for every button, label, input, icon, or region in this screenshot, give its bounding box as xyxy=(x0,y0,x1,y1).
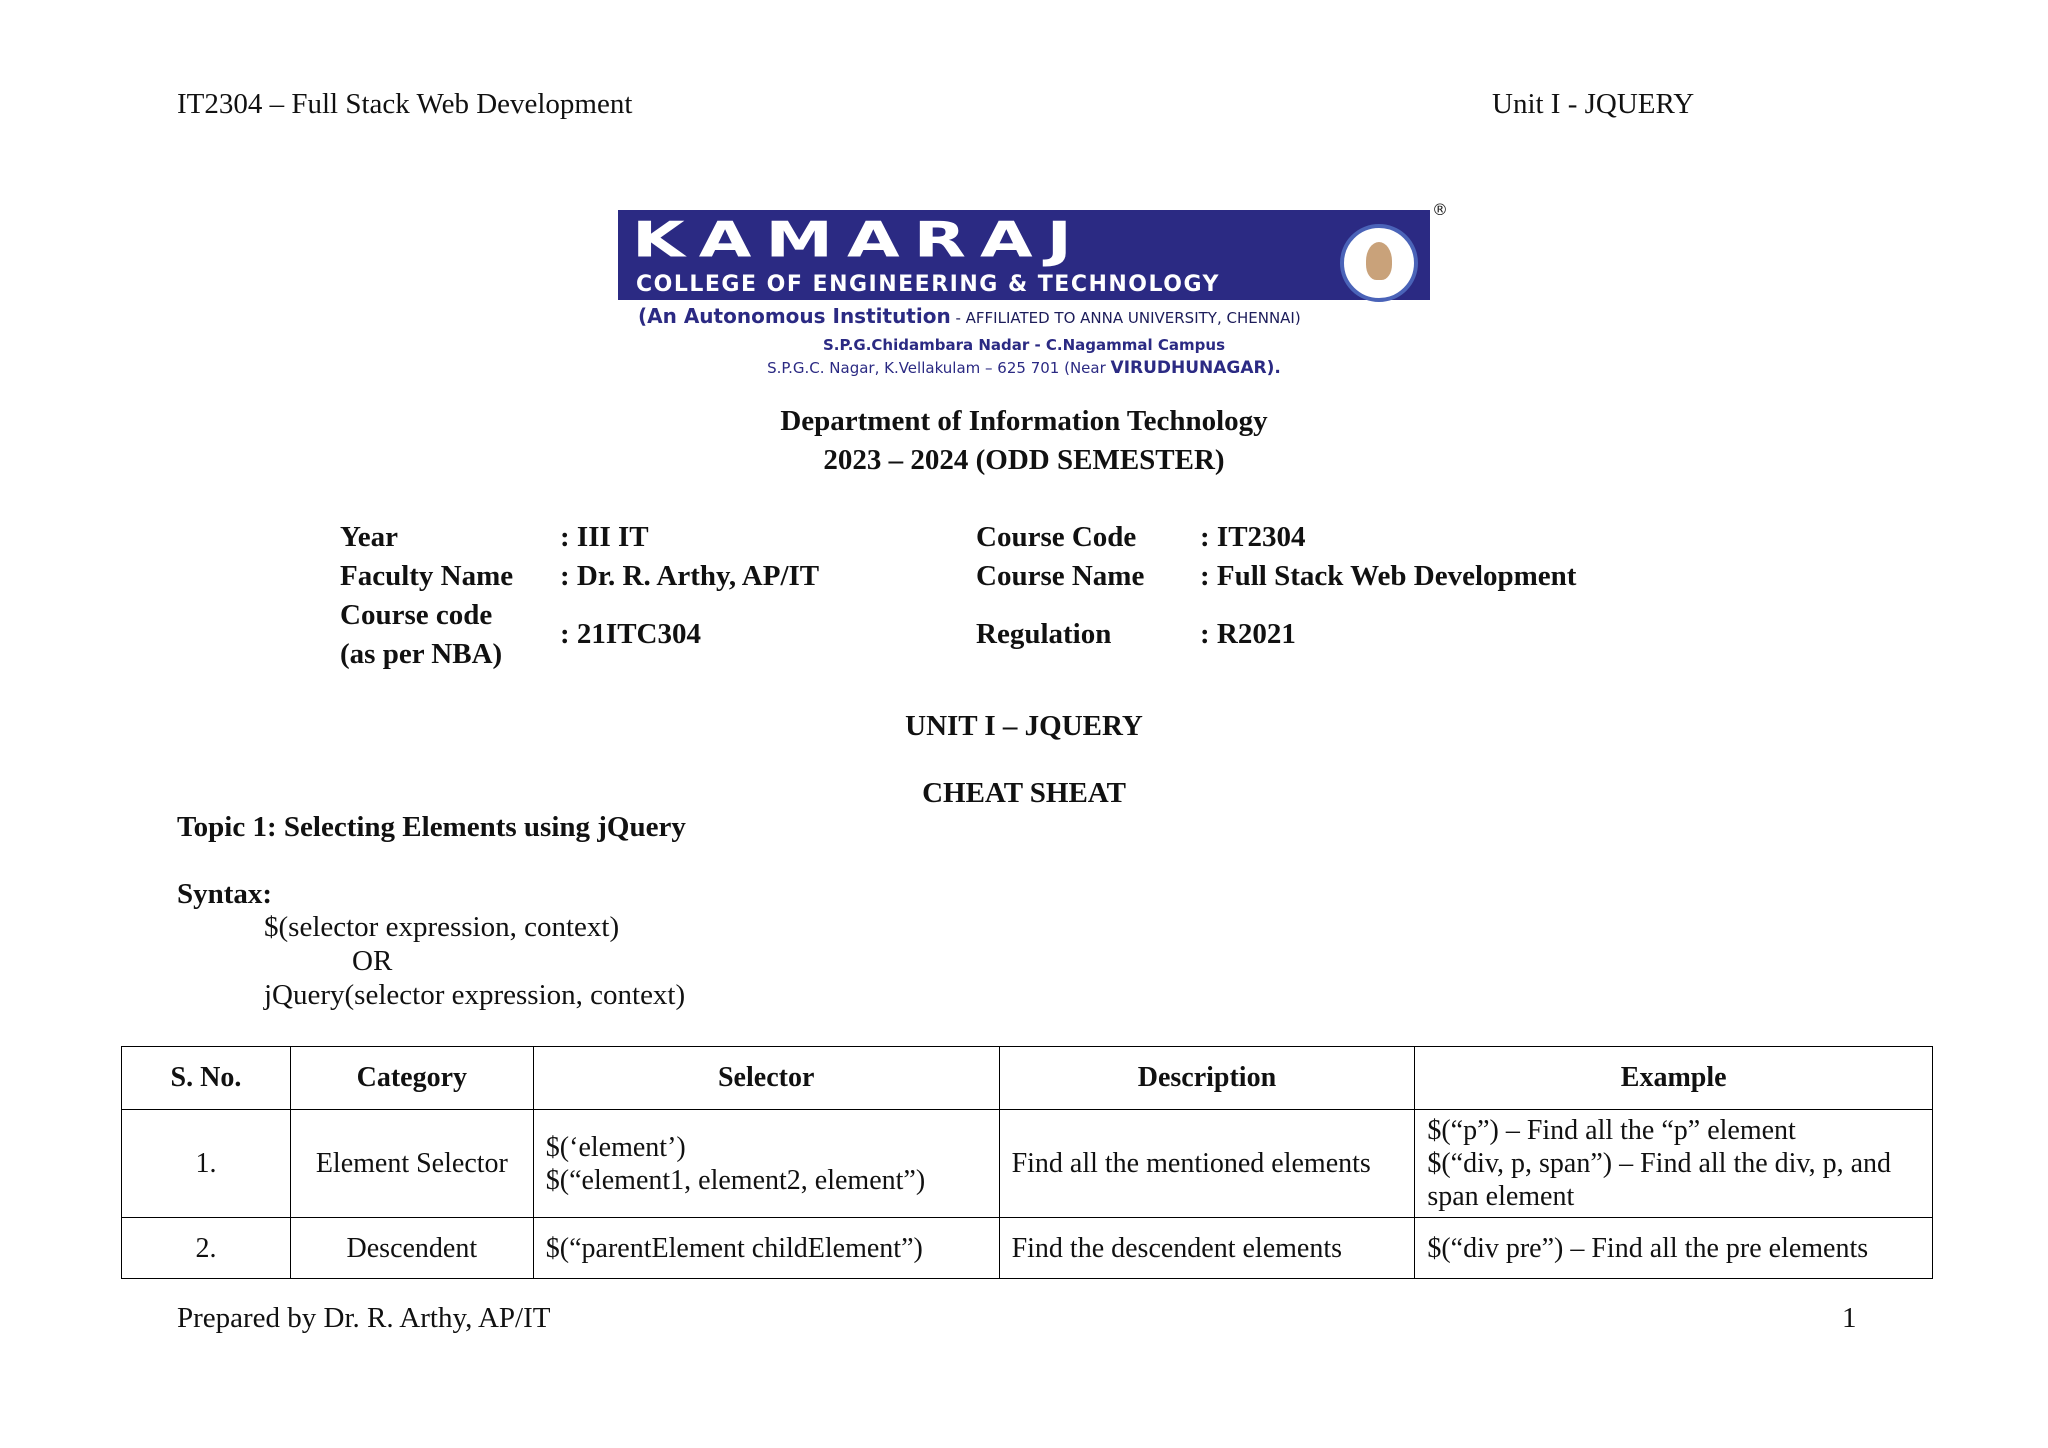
cell-example xyxy=(1415,1218,1933,1279)
course-name-label: Course Name xyxy=(976,560,1145,592)
topic-heading: Topic 1: Selecting Elements using jQuery xyxy=(177,811,686,843)
nba-value: : 21ITC304 xyxy=(560,618,701,650)
regulation-value: : R2021 xyxy=(1200,618,1296,650)
cheat-sheet-title: CHEAT SHEAT xyxy=(922,777,1126,809)
cell-selector xyxy=(533,1218,999,1279)
year-label: Year xyxy=(340,521,398,553)
college-seal-icon xyxy=(1340,224,1418,302)
header-sno: S. No. xyxy=(122,1047,291,1110)
cell-sno: 2. xyxy=(122,1218,291,1279)
logo-band xyxy=(618,210,1430,300)
header-unit-title: Unit I - JQUERY xyxy=(1492,88,1695,120)
header-selector: Selector xyxy=(533,1047,999,1110)
cell-description: Find all the mentioned elements xyxy=(999,1110,1415,1218)
header-description: Description xyxy=(999,1047,1415,1110)
table-header-row xyxy=(122,1047,1933,1110)
logo-affiliation xyxy=(638,304,1301,328)
regulation-label: Regulation xyxy=(976,618,1112,650)
logo-autonomous: (An Autonomous Institution xyxy=(638,304,951,328)
table-row xyxy=(122,1218,1933,1279)
header-course-title: IT2304 – Full Stack Web Development xyxy=(177,88,633,120)
logo-college: COLLEGE OF ENGINEERING & TECHNOLOGY xyxy=(636,272,1220,297)
nba-label-line1: Course code xyxy=(340,599,493,631)
logo-address-text: S.P.G.C. Nagar, K.Vellakulam – 625 701 (Near xyxy=(767,359,1111,377)
example-line: $(“p”) – Find all the “p” element xyxy=(1427,1115,1796,1146)
syntax-line1: $(selector expression, context) xyxy=(264,911,620,943)
course-code-value: : IT2304 xyxy=(1200,521,1306,553)
cell-description: Find the descendent elements xyxy=(999,1218,1415,1279)
header-category: Category xyxy=(290,1047,533,1110)
year-value: : III IT xyxy=(560,521,649,553)
example-line: $(“div pre”) – Find all the pre elements xyxy=(1427,1232,1869,1264)
selector-line: $(“element1, element2, element”) xyxy=(545,1164,926,1196)
faculty-value: : Dr. R. Arthy, AP/IT xyxy=(560,560,820,592)
syntax-label: Syntax: xyxy=(177,878,273,910)
header-example: Example xyxy=(1415,1047,1933,1110)
cell-category: Element Selector xyxy=(290,1110,533,1218)
table-row xyxy=(122,1110,1933,1218)
nba-label-line2: (as per NBA) xyxy=(340,638,503,670)
syntax-or: OR xyxy=(352,945,393,977)
page-number: 1 xyxy=(1842,1302,1857,1334)
department-title: Department of Information Technology xyxy=(780,405,1268,437)
logo-address-city: VIRUDHUNAGAR). xyxy=(1110,358,1281,378)
course-code-label: Course Code xyxy=(976,521,1137,553)
cell-sno: 1. xyxy=(122,1110,291,1218)
course-name-value: : Full Stack Web Development xyxy=(1200,560,1577,592)
selector-line: $(‘element’) xyxy=(545,1131,686,1163)
logo-campus: S.P.G.Chidambara Nadar - C.Nagammal Campus xyxy=(822,336,1226,354)
unit-title: UNIT I – JQUERY xyxy=(905,710,1143,742)
selector-line: $(“parentElement childElement”) xyxy=(545,1232,923,1264)
syntax-line2: jQuery(selector expression, context) xyxy=(264,979,686,1011)
cell-example xyxy=(1415,1110,1933,1218)
registered-mark: ® xyxy=(1432,200,1448,219)
cell-category: Descendent xyxy=(290,1218,533,1279)
footer-prepared-by: Prepared by Dr. R. Arthy, AP/IT xyxy=(177,1302,551,1334)
semester-title: 2023 – 2024 (ODD SEMESTER) xyxy=(823,444,1225,476)
example-line: $(“div, p, span”) – Find all the div, p, and xyxy=(1427,1148,1892,1179)
faculty-label: Faculty Name xyxy=(340,560,514,592)
college-logo xyxy=(618,200,1458,382)
logo-address xyxy=(618,358,1430,378)
example-line: span element xyxy=(1427,1181,1575,1212)
logo-name: KAMARAJ xyxy=(632,211,1086,269)
logo-affiliation-text: - AFFILIATED TO ANNA UNIVERSITY, CHENNAI) xyxy=(950,309,1301,327)
cell-selector xyxy=(533,1110,999,1218)
selector-table xyxy=(121,1046,1933,1279)
